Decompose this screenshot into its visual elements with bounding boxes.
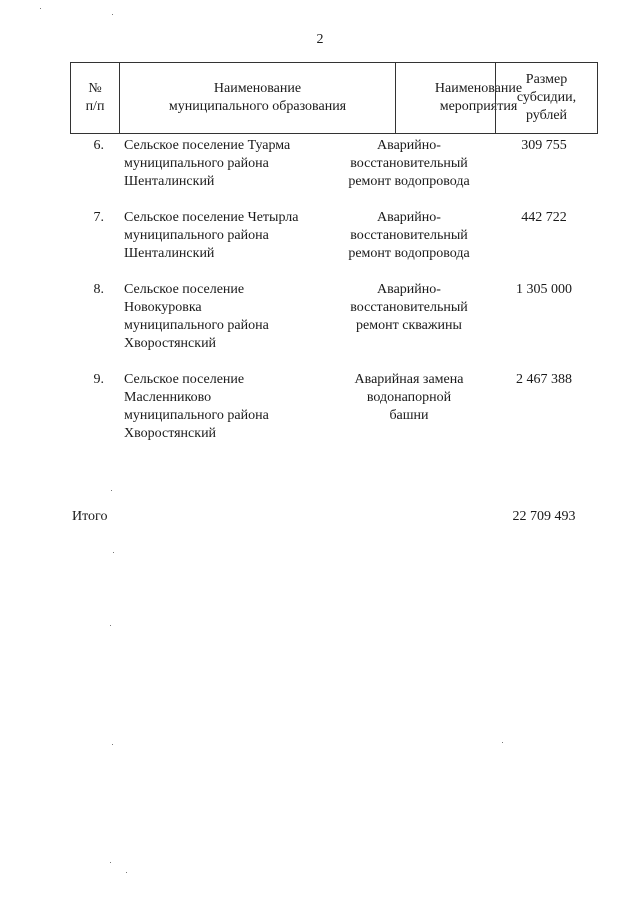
text-line: Шенталинский	[124, 174, 215, 189]
header-cell-subsidy	[495, 63, 597, 133]
header-line: субсидии,	[516, 90, 577, 105]
total-value: 22 709 493	[512, 509, 576, 524]
event-name	[330, 209, 488, 263]
text-line: ремонт водопровода	[348, 246, 470, 261]
text-line: Аварийно-	[377, 210, 441, 225]
text-line: Сельское поселение Четырла	[124, 210, 299, 225]
text-line: муниципального района	[124, 408, 269, 423]
row-number: 6.	[93, 138, 104, 153]
header-line: муниципального образования	[168, 99, 347, 114]
event-name	[330, 137, 488, 191]
subsidy-amount: 1 305 000	[516, 282, 572, 297]
subsidy-amount: 2 467 388	[516, 372, 572, 387]
scan-speck	[502, 742, 503, 743]
event-name	[330, 371, 488, 425]
header-line: Размер	[525, 72, 568, 87]
subsidy-amount: 442 722	[521, 210, 567, 225]
scan-speck	[111, 490, 112, 491]
scan-speck	[112, 744, 113, 745]
scan-speck	[113, 552, 114, 553]
text-line: восстановительный	[350, 156, 468, 171]
header-line: рублей	[525, 108, 568, 123]
text-line: Сельское поселение	[124, 372, 245, 387]
municipality-name	[124, 371, 324, 443]
text-line: Сельское поселение Туарма	[124, 138, 291, 153]
header-line: Наименование	[434, 81, 523, 96]
subsidy-amount: 309 755	[521, 138, 567, 153]
header-line: п/п	[85, 99, 105, 114]
header-line: Наименование	[213, 81, 302, 96]
total-label: Итого	[72, 509, 108, 524]
text-line: муниципального района	[124, 228, 269, 243]
header-cell-number	[71, 63, 119, 133]
text-line: Сельское поселение	[124, 282, 245, 297]
text-line: Хворостянский	[124, 336, 217, 351]
text-line: башни	[389, 408, 429, 423]
row-number: 7.	[93, 210, 104, 225]
row-number: 9.	[93, 372, 104, 387]
text-line: муниципального района	[124, 156, 269, 171]
scan-speck	[110, 625, 111, 626]
text-line: водонапорной	[366, 390, 452, 405]
text-line: восстановительный	[350, 228, 468, 243]
scan-speck	[112, 14, 113, 15]
header-line: мероприятия	[439, 99, 518, 114]
page-number: 2	[316, 32, 324, 47]
row-number: 8.	[93, 282, 104, 297]
text-line: Хворостянский	[124, 426, 217, 441]
scan-speck	[126, 872, 127, 873]
header-cell-municipality	[119, 63, 395, 133]
event-name	[330, 281, 488, 335]
municipality-name	[124, 281, 324, 353]
scan-speck	[110, 862, 111, 863]
text-line: Шенталинский	[124, 246, 215, 261]
text-line: Новокуровка	[124, 300, 202, 315]
text-line: Аварийно-	[377, 282, 441, 297]
header-line: №	[88, 81, 102, 96]
municipality-name	[124, 209, 324, 263]
table-header	[70, 62, 598, 134]
text-line: восстановительный	[350, 300, 468, 315]
text-line: Масленниково	[124, 390, 212, 405]
text-line: муниципального района	[124, 318, 269, 333]
municipality-name	[124, 137, 324, 191]
text-line: Аварийно-	[377, 138, 441, 153]
text-line: ремонт водопровода	[348, 174, 470, 189]
text-line: Аварийная замена	[354, 372, 464, 387]
text-line: ремонт скважины	[356, 318, 462, 333]
scan-speck	[40, 8, 41, 9]
